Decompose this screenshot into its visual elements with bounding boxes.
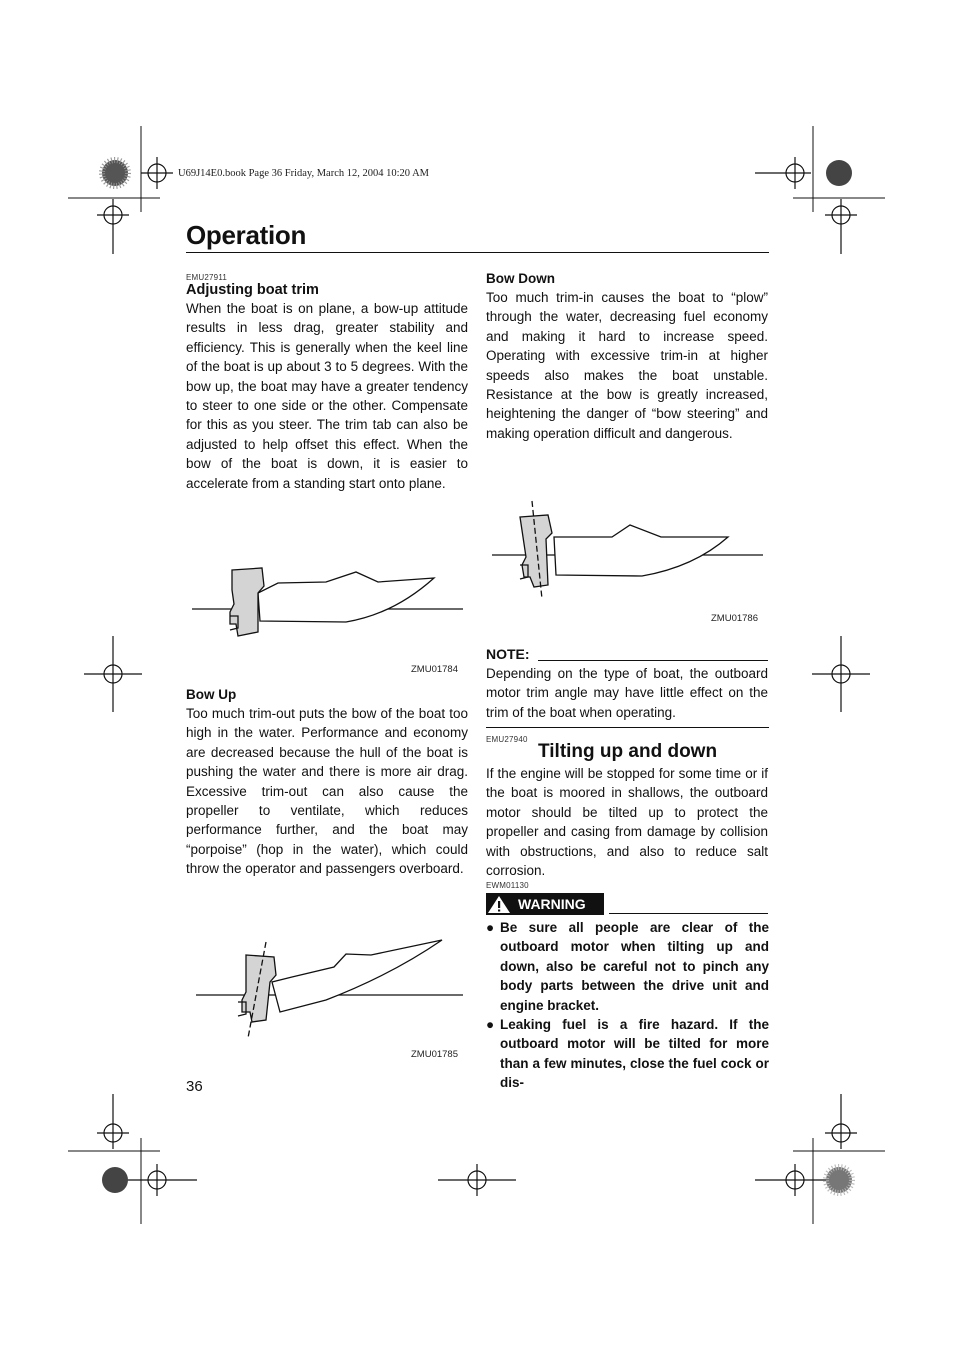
figure-boat-bow-down: [486, 495, 768, 610]
figure-boat-bow-up: [186, 930, 468, 1050]
tilt-paragraph: If the engine will be stopped for some time or if the boat is moored in shallows, the outboard motor should be tilted up to protect the propeller and casing from damage by collision with obstructions, and also to reduce salt corrosion.: [486, 766, 768, 879]
warning-list: [486, 918, 769, 1093]
note-label: NOTE:: [486, 646, 530, 662]
tilt-title: Tilting up and down: [538, 741, 718, 762]
warning-rule: [609, 913, 768, 914]
section-code: EMU27911: [186, 273, 228, 282]
bow-down-paragraph: Too much trim-in causes the boat to “plow” through the water, decreasing fuel economy and making it hard to increase speed. Operating with excessive trim-in at higher speeds also makes the boat unstable. Resistance at the bow is greatly increased, heightening the danger of “bow steering” and making operation difficult and dangerous.: [486, 290, 768, 441]
warning-triangle-icon: [486, 894, 512, 914]
note-end-rule: [486, 727, 769, 728]
page-title: Operation: [186, 220, 307, 250]
note-paragraph: Depending on the type of boat, the outboard motor trim angle may have little effect on the trim of the boat when operating.: [486, 666, 768, 720]
warning-item: ● Leaking fuel is a fire hazard. If the outboard motor will be tilted for more than a few minutes, close the fuel cock or dis-: [486, 1017, 769, 1091]
figure3-code: ZMU01786: [711, 613, 758, 624]
bow-up-paragraph: Too much trim-out puts the bow of the boat too high in the water. Performance and economy are decreased because the hull of the boat is pushing the water and there is more air drag. Excessive trim-out can also cause the propeller to ventilate, which reduces performance further, and the boat may “porpoise” (hop in the water), which could throw the operator and passengers overboard.: [186, 706, 468, 877]
figure1-code: ZMU01784: [411, 664, 458, 675]
warning-code: EWM01130: [486, 881, 529, 890]
print-info-line: U69J14E0.book Page 36 Friday, March 12, 2004 10:20 AM: [178, 168, 430, 179]
bullet-icon: ●: [486, 1017, 495, 1033]
section-title: Adjusting boat trim: [186, 282, 319, 298]
figure2-code: ZMU01785: [411, 1049, 458, 1060]
note-rule: [538, 660, 768, 661]
title-rule: [186, 252, 769, 253]
warning-label: WARNING: [518, 896, 586, 912]
intro-paragraph: When the boat is on plane, a bow-up attitude results in less drag, greater stability and efficiency. This is generally when the keel line of the boat is up about 3 to 5 degrees. With the bow up, the boat may have a greater tendency to steer to one side or the other. Compensate for this as you steer. The trim tab can also be adjusted to help offset this effect. When the bow of the boat is down, it is easier to accelerate from a standing start onto plane.: [186, 301, 468, 491]
warning-item: ● Be sure all people are clear of the outboard motor when tilting up and down, also be careful not to pinch any body parts between the drive unit and engine bracket.: [486, 920, 769, 1013]
bow-up-title: Bow Up: [186, 687, 237, 702]
warning-badge: [486, 893, 604, 915]
figure-boat-trim-normal: [186, 500, 468, 680]
bullet-icon: ●: [486, 920, 495, 935]
bow-down-title: Bow Down: [486, 271, 555, 286]
page-number: 36: [186, 1078, 203, 1095]
tilt-code: EMU27940: [486, 735, 528, 744]
